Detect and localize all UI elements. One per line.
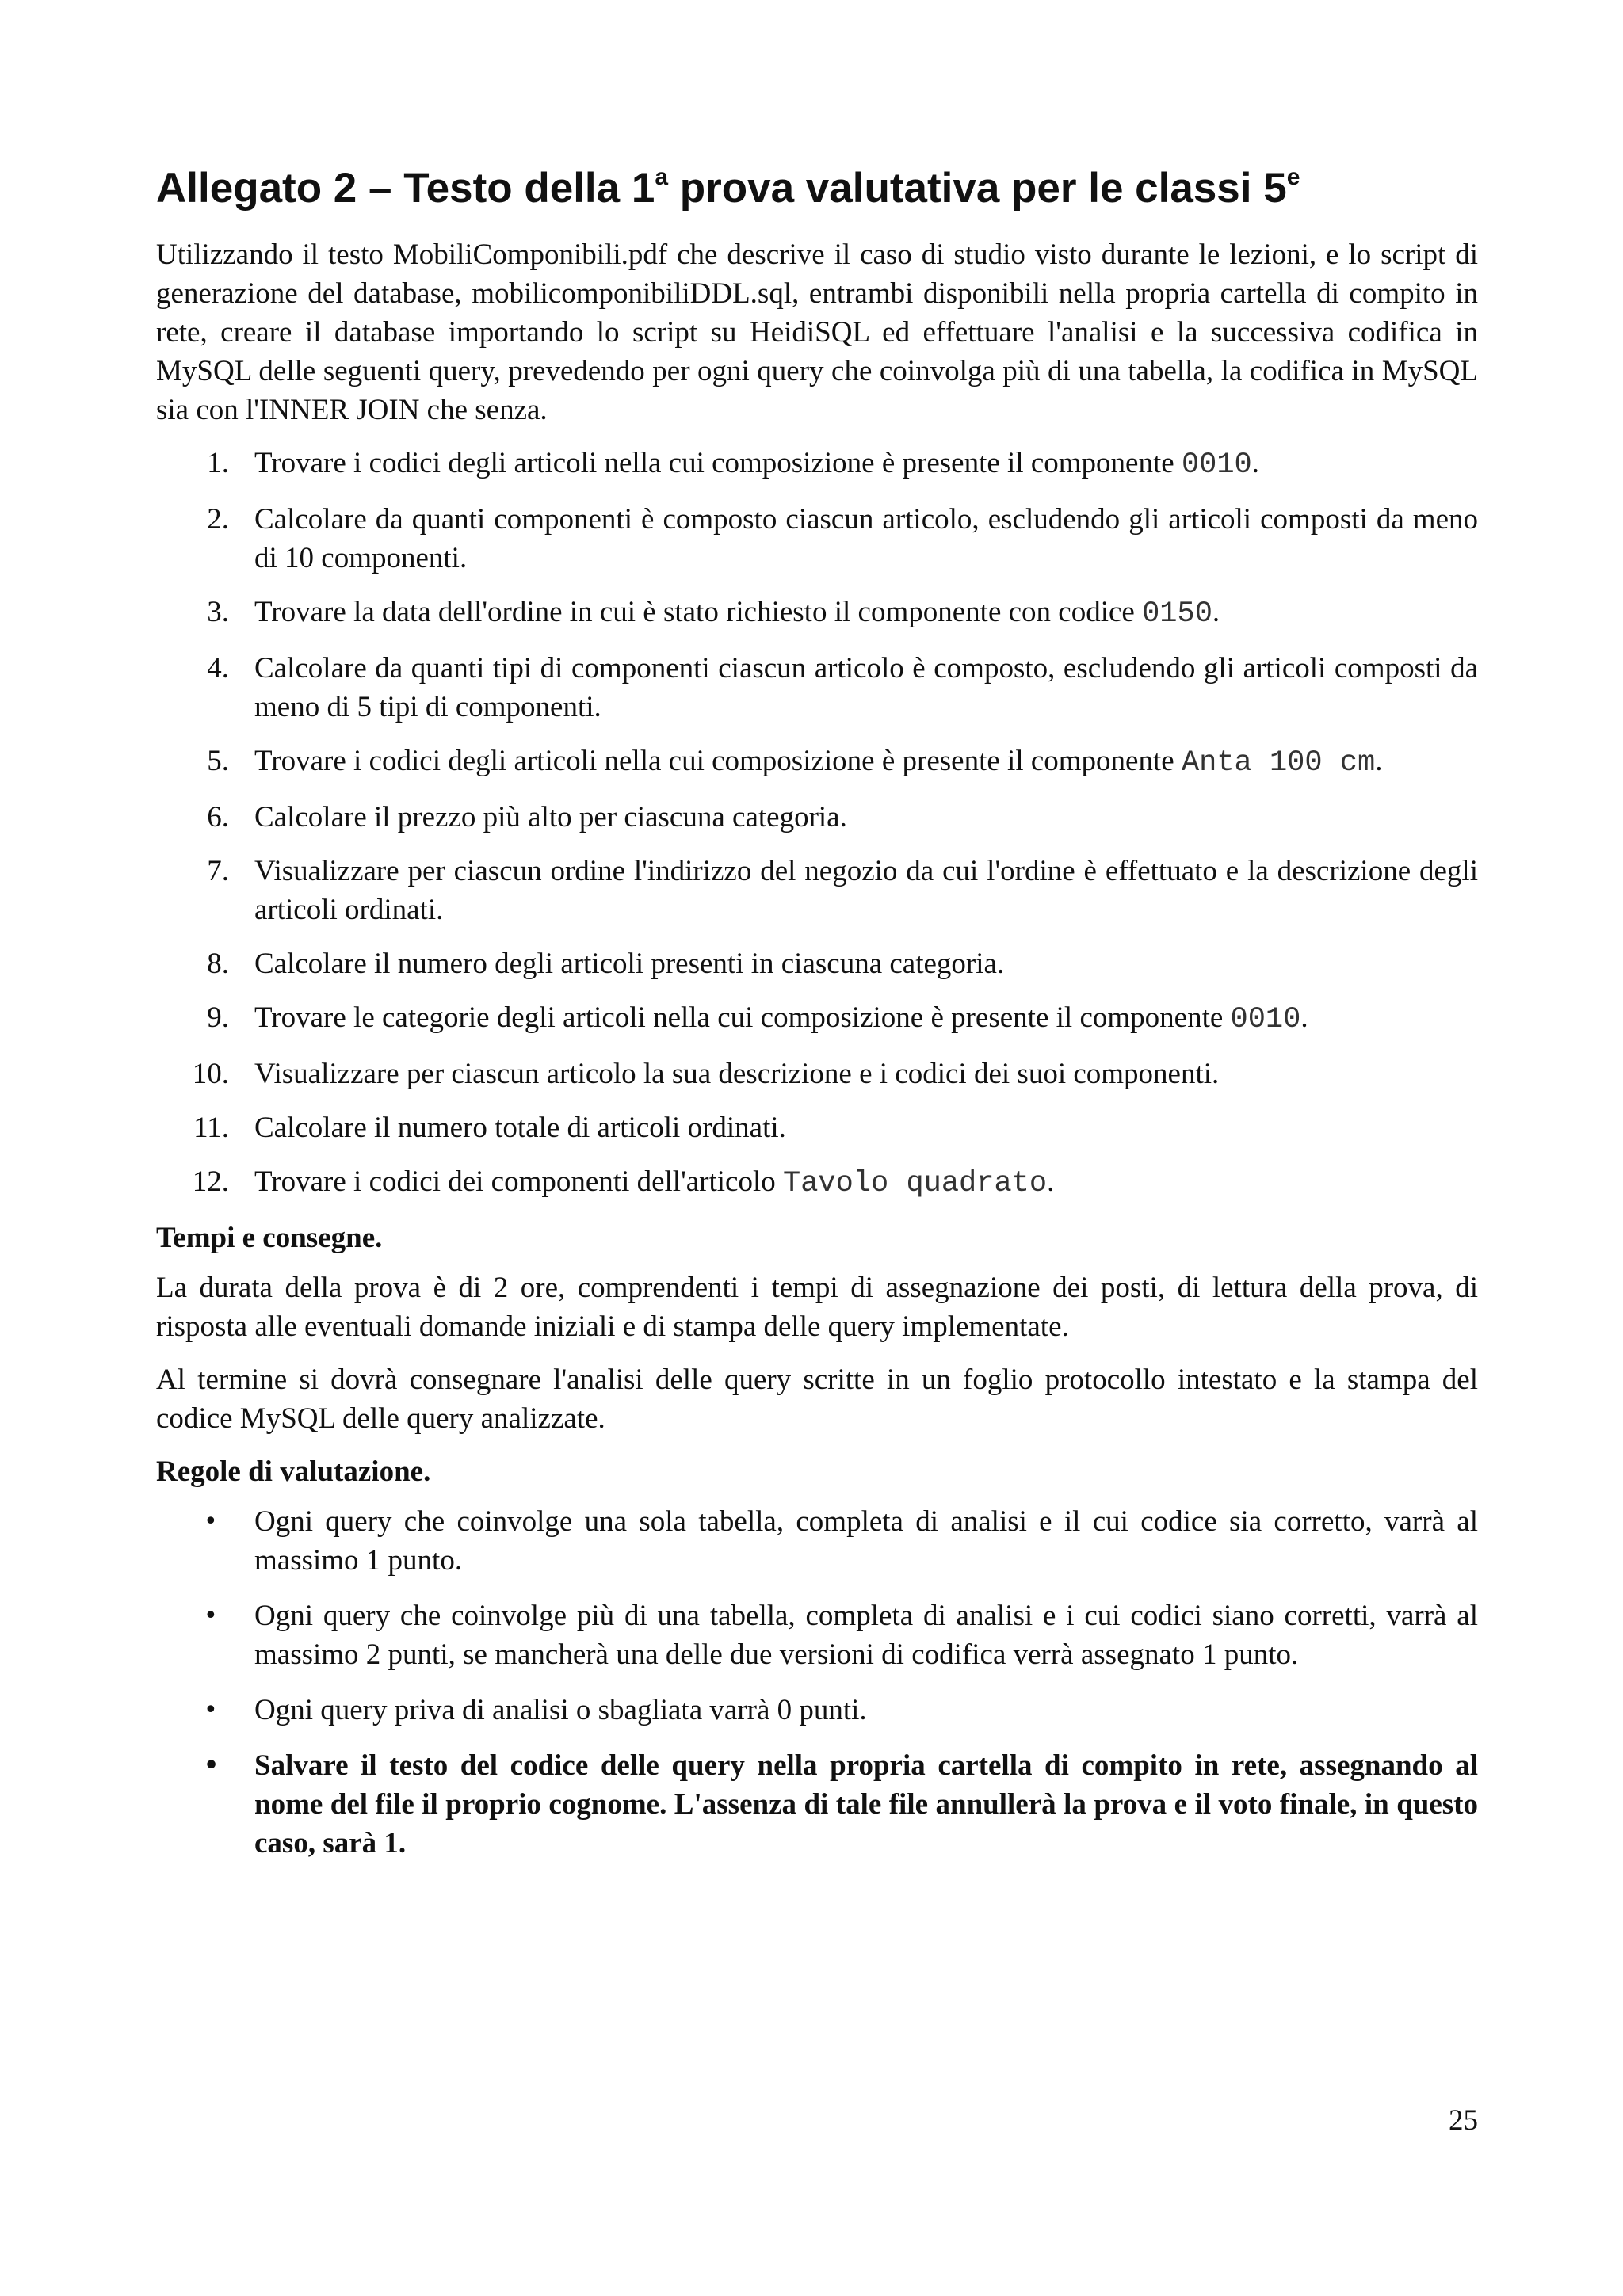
query-number: 5. <box>207 745 229 777</box>
query-number: 2. <box>207 503 229 536</box>
regole-list <box>156 1502 1478 1863</box>
title-superscript-a: a <box>655 164 669 190</box>
tempi-heading: Tempi e consegne. <box>156 1222 383 1254</box>
query-text: Trovare i codici degli articoli nella cui composizione è presente il componente <box>254 745 1182 777</box>
query-code: Tavolo quadrato <box>783 1167 1048 1200</box>
document-page <box>156 162 1478 1879</box>
title-main: Allegato 2 – Testo della 1 <box>156 165 655 212</box>
query-number: 8. <box>207 948 229 980</box>
query-text: Trovare la data dell'ordine in cui è stato richiesto il componente con codice <box>254 596 1143 628</box>
query-item-6 <box>156 798 1478 837</box>
tempi-paragraph-1: La durata della prova è di 2 ore, comprendenti i tempi di assegnazione dei posti, di lettura della prova, di risposta alle eventuali domande iniziali e di stampa delle query implementate. <box>156 1272 1478 1343</box>
query-number: 3. <box>207 596 229 628</box>
query-number: 6. <box>207 801 229 833</box>
page-number: 25 <box>1449 2104 1478 2137</box>
regola-item-1 <box>156 1502 1478 1580</box>
query-code: Anta 100 cm <box>1181 746 1376 780</box>
title-superscript-e: e <box>1286 164 1300 190</box>
bullet-icon: • <box>204 1696 218 1724</box>
bullet-icon: • <box>204 1752 220 1779</box>
query-item-8 <box>156 944 1478 983</box>
query-text: Visualizzare per ciascun articolo la sua descrizione e i codici dei suoi componenti. <box>254 1058 1220 1090</box>
regole-heading: Regole di valutazione. <box>156 1455 431 1488</box>
intro-paragraph: Utilizzando il testo MobiliComponibili.pdf che descrive il caso di studio visto durante le lezioni, e lo script di generazione del database, mobilicomponibiliDDL.sql, entrambi disponibili nella propria cartella di compito in rete, creare il database importando lo script su HeidiSQL ed effettuare l'analisi e la successiva codifica in MySQL delle seguenti query, prevedendo per ogni query che coinvolga più di una tabella, la codifica in MySQL sia con l'INNER JOIN che senza. <box>156 238 1478 426</box>
regola-text: Ogni query che coinvolge una sola tabella, completa di analisi e il cui codice sia corretto, varrà al massimo 1 punto. <box>254 1505 1478 1577</box>
query-number: 12. <box>192 1165 229 1198</box>
query-after: . <box>1047 1165 1055 1198</box>
page-title <box>156 162 1478 215</box>
bullet-icon: • <box>204 1508 218 1535</box>
query-code: 0010 <box>1230 1003 1301 1036</box>
query-item-3 <box>156 593 1478 634</box>
query-text: Calcolare da quanti tipi di componenti ciascun articolo è composto, escludendo gli articoli composti da meno di 5 tipi di componenti. <box>254 652 1478 723</box>
query-code: 0150 <box>1142 597 1212 631</box>
query-number: 11. <box>193 1112 229 1144</box>
query-code: 0010 <box>1181 448 1252 482</box>
tempi-paragraph-2: Al termine si dovrà consegnare l'analisi delle query scritte in un foglio protocollo intestato e la stampa del codice MySQL delle query analizzate. <box>156 1363 1478 1435</box>
query-item-7 <box>156 852 1478 929</box>
query-item-9 <box>156 998 1478 1039</box>
query-after: . <box>1375 745 1383 777</box>
query-after: . <box>1212 596 1220 628</box>
query-item-4 <box>156 649 1478 727</box>
query-text: Calcolare il numero degli articoli presenti in ciascuna categoria. <box>254 948 1005 980</box>
query-item-10 <box>156 1055 1478 1093</box>
regola-text: Ogni query che coinvolge più di una tabella, completa di analisi e i cui codici siano corretti, varrà al massimo 2 punti, se mancherà una delle due versioni di codifica verrà assegnato 1 punto. <box>254 1600 1478 1671</box>
query-item-12 <box>156 1162 1478 1203</box>
query-item-11 <box>156 1108 1478 1147</box>
query-item-1 <box>156 444 1478 485</box>
query-text: Visualizzare per ciascun ordine l'indirizzo del negozio da cui l'ordine è effettuato e la descrizione degli articoli ordinati. <box>254 855 1478 926</box>
query-text: Trovare le categorie degli articoli nella cui composizione è presente il componente <box>254 1001 1231 1034</box>
query-item-5 <box>156 742 1478 783</box>
query-number: 1. <box>207 447 229 479</box>
query-number: 7. <box>207 855 229 887</box>
query-item-2 <box>156 500 1478 578</box>
regola-text: Salvare il testo del codice delle query nella propria cartella di compito in rete, assegnando al nome del file il proprio cognome. L'assenza di tale file annullerà la prova e il voto finale, in questo caso, sarà 1. <box>254 1749 1478 1859</box>
regola-text: Ogni query priva di analisi o sbagliata varrà 0 punti. <box>254 1694 867 1726</box>
query-list <box>156 444 1478 1203</box>
query-number: 9. <box>207 1001 229 1034</box>
regola-item-3 <box>156 1691 1478 1730</box>
query-after: . <box>1251 447 1260 479</box>
query-text: Trovare i codici dei componenti dell'articolo <box>254 1165 784 1198</box>
query-text: Trovare i codici degli articoli nella cui composizione è presente il componente <box>254 447 1182 479</box>
title-mid: prova valutativa per le classi 5 <box>668 165 1287 212</box>
bullet-icon: • <box>204 1602 218 1630</box>
query-text: Calcolare da quanti componenti è composto ciascun articolo, escludendo gli articoli composti da meno di 10 componenti. <box>254 503 1478 574</box>
query-number: 10. <box>192 1058 229 1090</box>
query-text: Calcolare il numero totale di articoli ordinati. <box>254 1112 786 1144</box>
query-text: Calcolare il prezzo più alto per ciascuna categoria. <box>254 801 847 833</box>
query-number: 4. <box>207 652 229 685</box>
regola-item-4 <box>156 1746 1478 1863</box>
query-after: . <box>1300 1001 1308 1034</box>
regola-item-2 <box>156 1596 1478 1674</box>
